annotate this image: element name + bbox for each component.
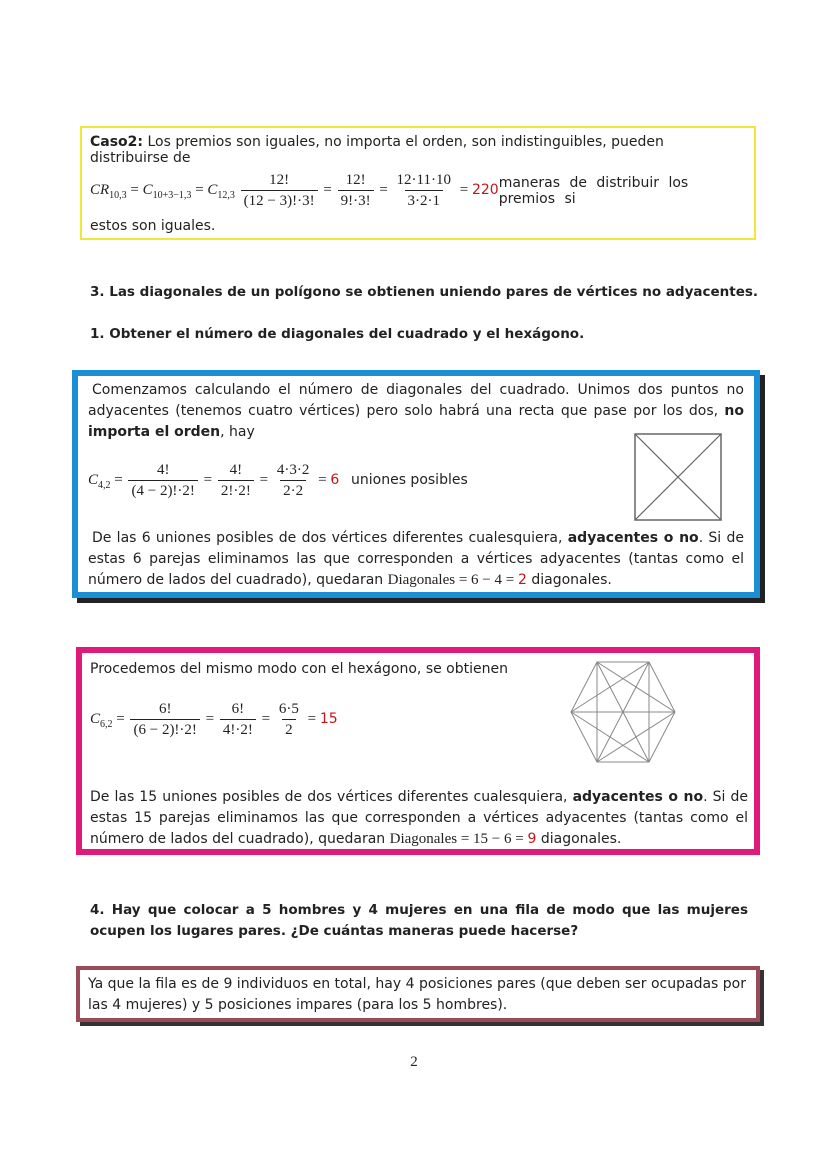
caso2-tail: maneras de distribuir los premios si <box>498 174 689 207</box>
caso2-box <box>80 126 756 240</box>
fraction: $\frac{12!}{(12 - 3)!\cdot 3!}$ <box>241 170 318 211</box>
fraction: $\frac{12!}{9!\cdot 3!}$ <box>338 170 374 211</box>
result-value: 220 <box>471 181 499 198</box>
hexagon-formula: $C_{6,2}$ = $\frac{6!}{(6 - 2)!\cdot 2!}$ = $\frac{6!}{4!\cdot 2!}$ = $\frac{6\cdot 5}{2}$ = 15 <box>90 701 338 738</box>
formula-symbol: C <box>90 710 101 727</box>
page-number: 2 <box>410 1054 418 1070</box>
result-value: 9 <box>527 831 537 847</box>
fraction: $\frac{4\cdot 3\cdot 2}{2\cdot 2}$ <box>276 462 310 499</box>
result-value: 6 <box>330 471 340 488</box>
square-box <box>72 370 760 598</box>
square-paragraph-2: De las 6 uniones posibles de dos vértices diferentes cualesquiera, adyacentes o no. Si de estas 6 parejas eliminamos las que corresponden a vértices adyacentes (tantas como el número de lados del cuadrado), quedaran Diagonales = 6 − 4 = 2 diagonales. <box>88 530 744 588</box>
square-paragraph-1: Comenzamos calculando el número de diagonales del cuadrado. Unimos dos puntos no adyacentes (tenemos cuatro vértices) pero solo habrá una recta que pase por los dos, no importa el orden, hay <box>88 382 744 440</box>
fraction: $\frac{12\cdot 11\cdot 10}{3\cdot 2\cdot 1}$ <box>396 172 451 209</box>
fila-text: Ya que la fila es de 9 individuos en total, hay 4 posiciones pares (que deben ser ocupadas por las 4 mujeres) y 5 posiciones impares (para los 5 hombres). <box>88 976 747 1013</box>
fraction: $\frac{6!}{(6 - 2)!\cdot 2!}$ <box>130 699 199 740</box>
q3-heading: 3. Las diagonales de un polígono se obtienen uniendo pares de vértices no adyacentes. <box>90 284 759 300</box>
fila-box <box>76 966 760 1022</box>
result-value: 15 <box>319 710 338 727</box>
fraction: $\frac{4!}{2!\cdot 2!}$ <box>218 460 254 501</box>
caso2-formula: $CR_{10,3} = C_{10+3-1,3} = C_{12,3}$ $\frac{12!}{(12 - 3)!\cdot 3!}$ = $\frac{12!}{9!\cdot 3!}$ = $\frac{12\cdot 11\cdot 10}{3\cdot 2\cdot 1}$ = 220 maneras de distribuir los premios si <box>90 170 746 211</box>
q4-heading: 4. Hay que colocar a 5 hombres y 4 mujeres en una fila de modo que las mujeres ocupen los lugares pares. ¿De cuántas maneras puede hacerse? <box>90 902 748 939</box>
hexagon-intro: Procedemos del mismo modo con el hexágono, se obtienen <box>90 661 508 677</box>
hexagon-diagonals-figure <box>566 655 680 769</box>
formula-symbol: C <box>142 181 153 198</box>
fraction: $\frac{4!}{(4 - 2)!\cdot 2!}$ <box>128 460 197 501</box>
caso2-intro <box>90 134 746 166</box>
formula-symbol: CR <box>90 181 110 198</box>
caso2-label: Caso2: <box>90 134 144 150</box>
hexagon-paragraph-2: De las 15 uniones posibles de dos vértices diferentes cualesquiera, adyacentes o no. Si de estas 15 parejas eliminamos las que corresponden a vértices adyacentes (tantas como el número de lados del cuadrado), quedaran Diagonales = 15 − 6 = 9 diagonales. <box>90 789 748 847</box>
fraction: $\frac{6\cdot 5}{2}$ <box>278 701 299 738</box>
caso2-last: estos son iguales. <box>90 218 216 234</box>
caso2-intro-text: Los premios son iguales, no importa el orden, son indistinguibles, pueden distribuirse de <box>90 134 664 166</box>
hexagon-box <box>76 647 760 855</box>
square-formula: $C_{4,2}$ = $\frac{4!}{(4 - 2)!\cdot 2!}$ = $\frac{4!}{2!\cdot 2!}$ = $\frac{4\cdot 3\cdot 2}{2\cdot 2}$ = 6 uniones posibles <box>88 462 468 499</box>
square-diagonals-figure <box>633 432 723 522</box>
result-value: 2 <box>517 572 527 588</box>
q3-subheading: 1. Obtener el número de diagonales del cuadrado y el hexágono. <box>90 326 585 342</box>
fraction: $\frac{6!}{4!\cdot 2!}$ <box>220 699 256 740</box>
formula-symbol: C <box>88 471 99 488</box>
formula-symbol: C <box>207 181 218 198</box>
